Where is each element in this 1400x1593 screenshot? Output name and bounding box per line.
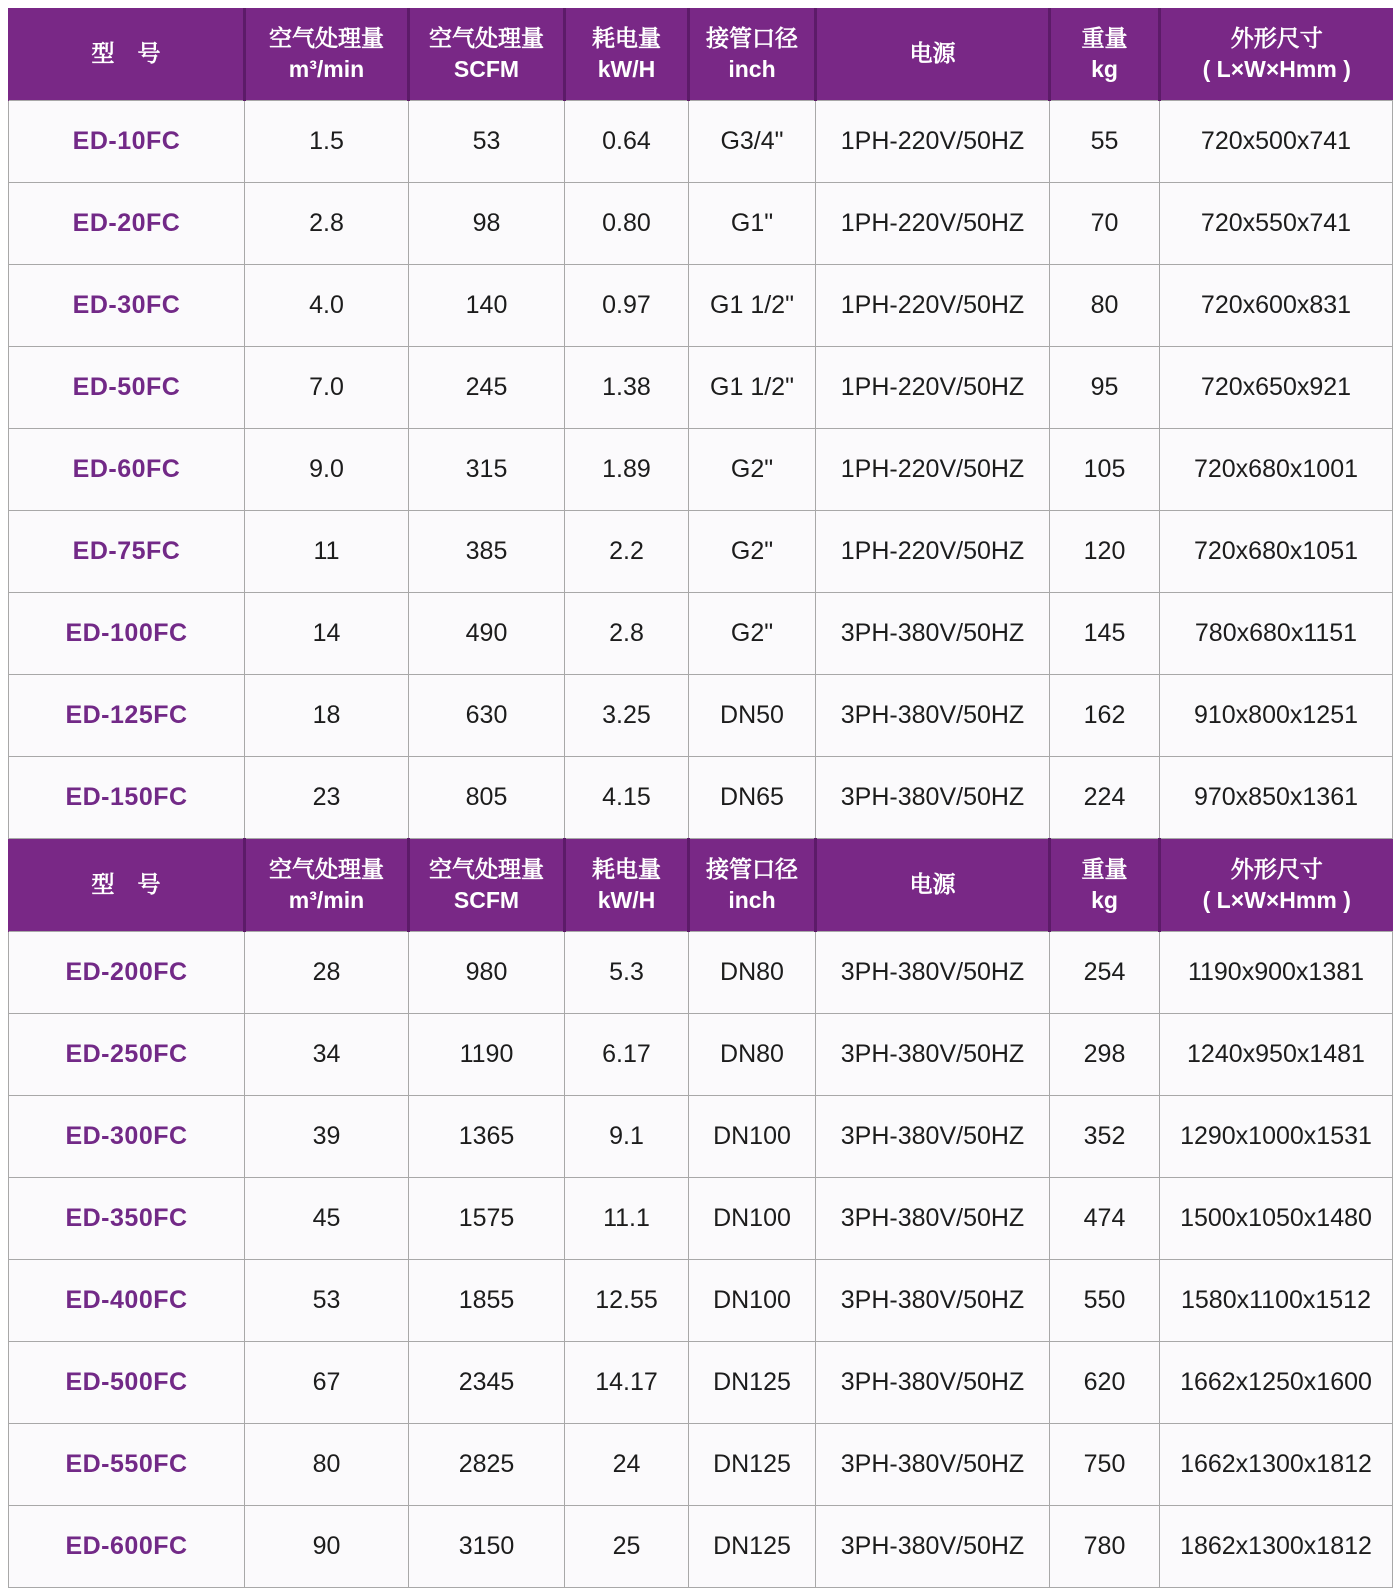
pipe-inch-cell: G2"	[689, 511, 816, 593]
table-row	[9, 101, 1393, 183]
dimensions-cell: 780x680x1151	[1160, 593, 1393, 675]
model-cell: ED-60FC	[9, 429, 245, 511]
weight-kg-cell: 298	[1050, 1014, 1160, 1096]
model-cell: ED-500FC	[9, 1342, 245, 1424]
model-cell: ED-100FC	[9, 593, 245, 675]
pipe-inch-cell: G1"	[689, 183, 816, 265]
capacity-m3-cell: 4.0	[245, 265, 409, 347]
power-supply-cell: 1PH-220V/50HZ	[816, 101, 1050, 183]
pipe-inch-cell: DN125	[689, 1506, 816, 1588]
power-supply-cell: 1PH-220V/50HZ	[816, 347, 1050, 429]
dimensions-cell: 1662x1300x1812	[1160, 1424, 1393, 1506]
dimensions-cell: 1240x950x1481	[1160, 1014, 1393, 1096]
table-row	[9, 265, 1393, 347]
table-row	[9, 1342, 1393, 1424]
power-supply-cell: 1PH-220V/50HZ	[816, 511, 1050, 593]
table-row	[9, 1178, 1393, 1260]
power-kwh-cell: 6.17	[565, 1014, 689, 1096]
model-cell: ED-300FC	[9, 1096, 245, 1178]
column-header-pipe-inch: 接管口径 inch	[689, 839, 816, 932]
column-header-power-kwh: 耗电量 kW/H	[565, 8, 689, 101]
power-kwh-cell: 4.15	[565, 757, 689, 839]
capacity-scfm-cell: 1190	[409, 1014, 565, 1096]
capacity-scfm-cell: 630	[409, 675, 565, 757]
weight-kg-cell: 550	[1050, 1260, 1160, 1342]
power-kwh-cell: 25	[565, 1506, 689, 1588]
weight-kg-cell: 162	[1050, 675, 1160, 757]
power-supply-cell: 1PH-220V/50HZ	[816, 429, 1050, 511]
power-supply-cell: 3PH-380V/50HZ	[816, 1424, 1050, 1506]
model-cell: ED-125FC	[9, 675, 245, 757]
table-row	[9, 429, 1393, 511]
table-row	[9, 932, 1393, 1014]
power-supply-cell: 3PH-380V/50HZ	[816, 1178, 1050, 1260]
pipe-inch-cell: DN125	[689, 1342, 816, 1424]
power-supply-cell: 3PH-380V/50HZ	[816, 1096, 1050, 1178]
dimensions-cell: 1290x1000x1531	[1160, 1096, 1393, 1178]
dimensions-cell: 1580x1100x1512	[1160, 1260, 1393, 1342]
column-header-power-supply: 电源	[816, 8, 1050, 101]
power-supply-cell: 3PH-380V/50HZ	[816, 932, 1050, 1014]
capacity-scfm-cell: 980	[409, 932, 565, 1014]
capacity-m3-cell: 23	[245, 757, 409, 839]
table-row	[9, 1424, 1393, 1506]
capacity-m3-cell: 34	[245, 1014, 409, 1096]
capacity-scfm-cell: 2825	[409, 1424, 565, 1506]
model-cell: ED-250FC	[9, 1014, 245, 1096]
power-supply-cell: 3PH-380V/50HZ	[816, 1014, 1050, 1096]
pipe-inch-cell: DN125	[689, 1424, 816, 1506]
capacity-scfm-cell: 385	[409, 511, 565, 593]
pipe-inch-cell: G1 1/2"	[689, 347, 816, 429]
dimensions-cell: 720x600x831	[1160, 265, 1393, 347]
column-header-model: 型 号	[9, 839, 245, 932]
capacity-m3-cell: 18	[245, 675, 409, 757]
capacity-scfm-cell: 245	[409, 347, 565, 429]
table-row	[9, 511, 1393, 593]
capacity-scfm-cell: 1365	[409, 1096, 565, 1178]
capacity-scfm-cell: 53	[409, 101, 565, 183]
pipe-inch-cell: G3/4"	[689, 101, 816, 183]
power-kwh-cell: 1.38	[565, 347, 689, 429]
dimensions-cell: 720x550x741	[1160, 183, 1393, 265]
spec-table	[8, 8, 1393, 1588]
power-supply-cell: 3PH-380V/50HZ	[816, 675, 1050, 757]
capacity-scfm-cell: 98	[409, 183, 565, 265]
model-cell: ED-550FC	[9, 1424, 245, 1506]
model-cell: ED-400FC	[9, 1260, 245, 1342]
model-cell: ED-20FC	[9, 183, 245, 265]
pipe-inch-cell: DN65	[689, 757, 816, 839]
capacity-m3-cell: 90	[245, 1506, 409, 1588]
weight-kg-cell: 254	[1050, 932, 1160, 1014]
model-cell: ED-200FC	[9, 932, 245, 1014]
model-cell: ED-10FC	[9, 101, 245, 183]
power-supply-cell: 1PH-220V/50HZ	[816, 265, 1050, 347]
pipe-inch-cell: DN80	[689, 1014, 816, 1096]
power-kwh-cell: 24	[565, 1424, 689, 1506]
table-row	[9, 757, 1393, 839]
capacity-m3-cell: 80	[245, 1424, 409, 1506]
weight-kg-cell: 145	[1050, 593, 1160, 675]
power-supply-cell: 3PH-380V/50HZ	[816, 1342, 1050, 1424]
table-row	[9, 1506, 1393, 1588]
capacity-scfm-cell: 140	[409, 265, 565, 347]
power-supply-cell: 1PH-220V/50HZ	[816, 183, 1050, 265]
capacity-m3-cell: 1.5	[245, 101, 409, 183]
column-header-weight-kg: 重量 kg	[1050, 839, 1160, 932]
power-kwh-cell: 1.89	[565, 429, 689, 511]
weight-kg-cell: 55	[1050, 101, 1160, 183]
dimensions-cell: 970x850x1361	[1160, 757, 1393, 839]
weight-kg-cell: 105	[1050, 429, 1160, 511]
pipe-inch-cell: G1 1/2"	[689, 265, 816, 347]
model-cell: ED-350FC	[9, 1178, 245, 1260]
weight-kg-cell: 120	[1050, 511, 1160, 593]
capacity-scfm-cell: 3150	[409, 1506, 565, 1588]
dimensions-cell: 1190x900x1381	[1160, 932, 1393, 1014]
capacity-m3-cell: 67	[245, 1342, 409, 1424]
dimensions-cell: 720x500x741	[1160, 101, 1393, 183]
weight-kg-cell: 474	[1050, 1178, 1160, 1260]
capacity-m3-cell: 53	[245, 1260, 409, 1342]
table-row	[9, 675, 1393, 757]
table-row	[9, 1260, 1393, 1342]
power-supply-cell: 3PH-380V/50HZ	[816, 593, 1050, 675]
pipe-inch-cell: DN80	[689, 932, 816, 1014]
column-header-power-kwh: 耗电量 kW/H	[565, 839, 689, 932]
model-cell: ED-75FC	[9, 511, 245, 593]
weight-kg-cell: 352	[1050, 1096, 1160, 1178]
power-kwh-cell: 0.80	[565, 183, 689, 265]
power-kwh-cell: 11.1	[565, 1178, 689, 1260]
model-cell: ED-150FC	[9, 757, 245, 839]
pipe-inch-cell: DN100	[689, 1096, 816, 1178]
weight-kg-cell: 780	[1050, 1506, 1160, 1588]
dimensions-cell: 1662x1250x1600	[1160, 1342, 1393, 1424]
weight-kg-cell: 224	[1050, 757, 1160, 839]
table-row	[9, 183, 1393, 265]
capacity-m3-cell: 9.0	[245, 429, 409, 511]
power-kwh-cell: 5.3	[565, 932, 689, 1014]
capacity-m3-cell: 45	[245, 1178, 409, 1260]
power-kwh-cell: 3.25	[565, 675, 689, 757]
power-kwh-cell: 9.1	[565, 1096, 689, 1178]
capacity-scfm-cell: 1575	[409, 1178, 565, 1260]
model-cell: ED-50FC	[9, 347, 245, 429]
power-supply-cell: 3PH-380V/50HZ	[816, 1260, 1050, 1342]
power-kwh-cell: 12.55	[565, 1260, 689, 1342]
column-header-model: 型 号	[9, 8, 245, 101]
pipe-inch-cell: G2"	[689, 593, 816, 675]
capacity-m3-cell: 28	[245, 932, 409, 1014]
capacity-m3-cell: 39	[245, 1096, 409, 1178]
dimensions-cell: 720x680x1001	[1160, 429, 1393, 511]
table-row	[9, 347, 1393, 429]
capacity-m3-cell: 2.8	[245, 183, 409, 265]
power-kwh-cell: 2.8	[565, 593, 689, 675]
pipe-inch-cell: DN100	[689, 1260, 816, 1342]
dimensions-cell: 1862x1300x1812	[1160, 1506, 1393, 1588]
header-row	[9, 8, 1393, 101]
power-kwh-cell: 0.97	[565, 265, 689, 347]
weight-kg-cell: 750	[1050, 1424, 1160, 1506]
model-cell: ED-600FC	[9, 1506, 245, 1588]
dimensions-cell: 910x800x1251	[1160, 675, 1393, 757]
model-cell: ED-30FC	[9, 265, 245, 347]
capacity-scfm-cell: 2345	[409, 1342, 565, 1424]
spec-table-body	[9, 8, 1393, 1588]
power-kwh-cell: 2.2	[565, 511, 689, 593]
column-header-capacity-m3: 空气处理量 m³/min	[245, 839, 409, 932]
pipe-inch-cell: DN100	[689, 1178, 816, 1260]
weight-kg-cell: 620	[1050, 1342, 1160, 1424]
column-header-capacity-scfm: 空气处理量 SCFM	[409, 8, 565, 101]
weight-kg-cell: 95	[1050, 347, 1160, 429]
power-supply-cell: 3PH-380V/50HZ	[816, 757, 1050, 839]
capacity-m3-cell: 11	[245, 511, 409, 593]
power-kwh-cell: 0.64	[565, 101, 689, 183]
table-row	[9, 593, 1393, 675]
weight-kg-cell: 80	[1050, 265, 1160, 347]
dimensions-cell: 1500x1050x1480	[1160, 1178, 1393, 1260]
header-row	[9, 839, 1393, 932]
capacity-scfm-cell: 315	[409, 429, 565, 511]
column-header-dimensions: 外形尺寸 ( L×W×Hmm )	[1160, 839, 1393, 932]
capacity-scfm-cell: 805	[409, 757, 565, 839]
column-header-capacity-m3: 空气处理量 m³/min	[245, 8, 409, 101]
column-header-capacity-scfm: 空气处理量 SCFM	[409, 839, 565, 932]
capacity-m3-cell: 14	[245, 593, 409, 675]
table-row	[9, 1014, 1393, 1096]
dimensions-cell: 720x680x1051	[1160, 511, 1393, 593]
power-supply-cell: 3PH-380V/50HZ	[816, 1506, 1050, 1588]
capacity-scfm-cell: 1855	[409, 1260, 565, 1342]
column-header-dimensions: 外形尺寸 ( L×W×Hmm )	[1160, 8, 1393, 101]
weight-kg-cell: 70	[1050, 183, 1160, 265]
column-header-pipe-inch: 接管口径 inch	[689, 8, 816, 101]
dimensions-cell: 720x650x921	[1160, 347, 1393, 429]
pipe-inch-cell: DN50	[689, 675, 816, 757]
pipe-inch-cell: G2"	[689, 429, 816, 511]
capacity-scfm-cell: 490	[409, 593, 565, 675]
table-row	[9, 1096, 1393, 1178]
power-kwh-cell: 14.17	[565, 1342, 689, 1424]
column-header-power-supply: 电源	[816, 839, 1050, 932]
column-header-weight-kg: 重量 kg	[1050, 8, 1160, 101]
capacity-m3-cell: 7.0	[245, 347, 409, 429]
